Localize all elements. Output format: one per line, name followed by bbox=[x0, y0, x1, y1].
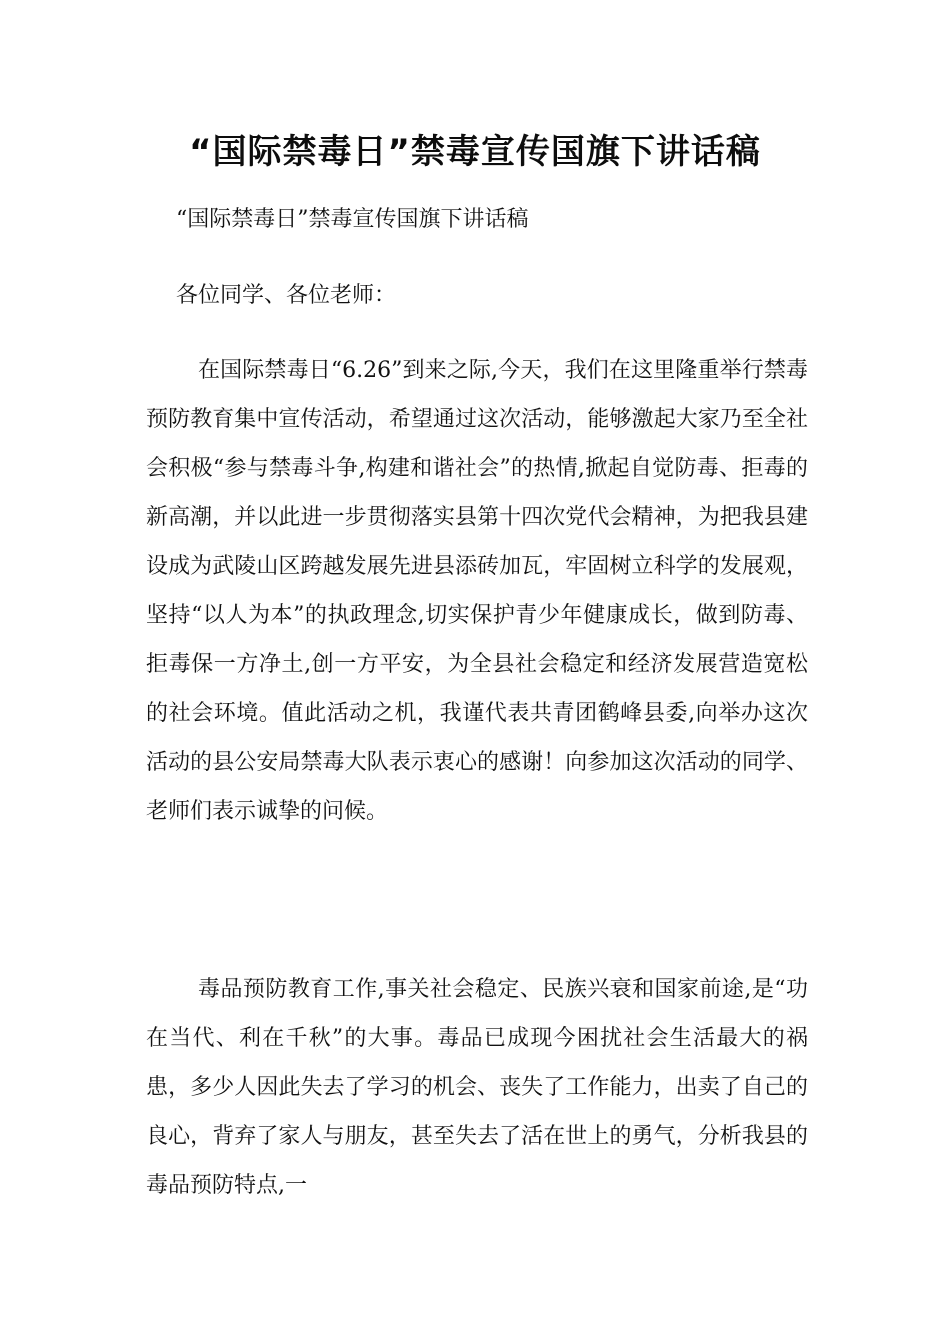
body-paragraph: 在国际禁毒日“6.26”到来之际,今天，我们在这里隆重举行禁毒预防教育集中宣传活动，希望通过这次活动，能够激起大家乃至全社会积极“参与禁毒斗争,构建和谐社会”的热情,掀起自觉防毒、拒毒的新高潮，并以此进一步贯彻落实县第十四次党代会精神，为把我县建设成为武陵山区跨越发展先进县添砖加瓦，牢固树立科学的发展观，坚持“以人为本”的执政理念,切实保护青少年健康成长，做到防毒、拒毒保一方净土,创一方平安，为全县社会稳定和经济发展营造宽松的社会环境。值此活动之机，我谨代表共青团鹤峰县委,向举办这次活动的县公安局禁毒大队表示衷心的感谢！向参加这次活动的同学、老师们表示诚挚的问候。 bbox=[146, 358, 808, 824]
body-paragraph: 毒品预防教育工作,事关社会稳定、民族兴衰和国家前途,是“功在当代、利在千秋”的大事。毒品已成现今困扰社会生活最大的祸患，多少人因此失去了学习的机会、丧失了工作能力，出卖了自己的良心，背弃了家人与朋友，甚至失去了活在世上的勇气，分析我县的毒品预防特点,一 bbox=[146, 977, 808, 1198]
document-title: “国际禁毒日”禁毒宣传国旗下讲话稿 bbox=[189, 132, 761, 172]
document-subtitle: “国际禁毒日”禁毒宣传国旗下讲话稿 bbox=[176, 207, 529, 232]
salutation: 各位同学、各位老师： bbox=[176, 283, 397, 308]
